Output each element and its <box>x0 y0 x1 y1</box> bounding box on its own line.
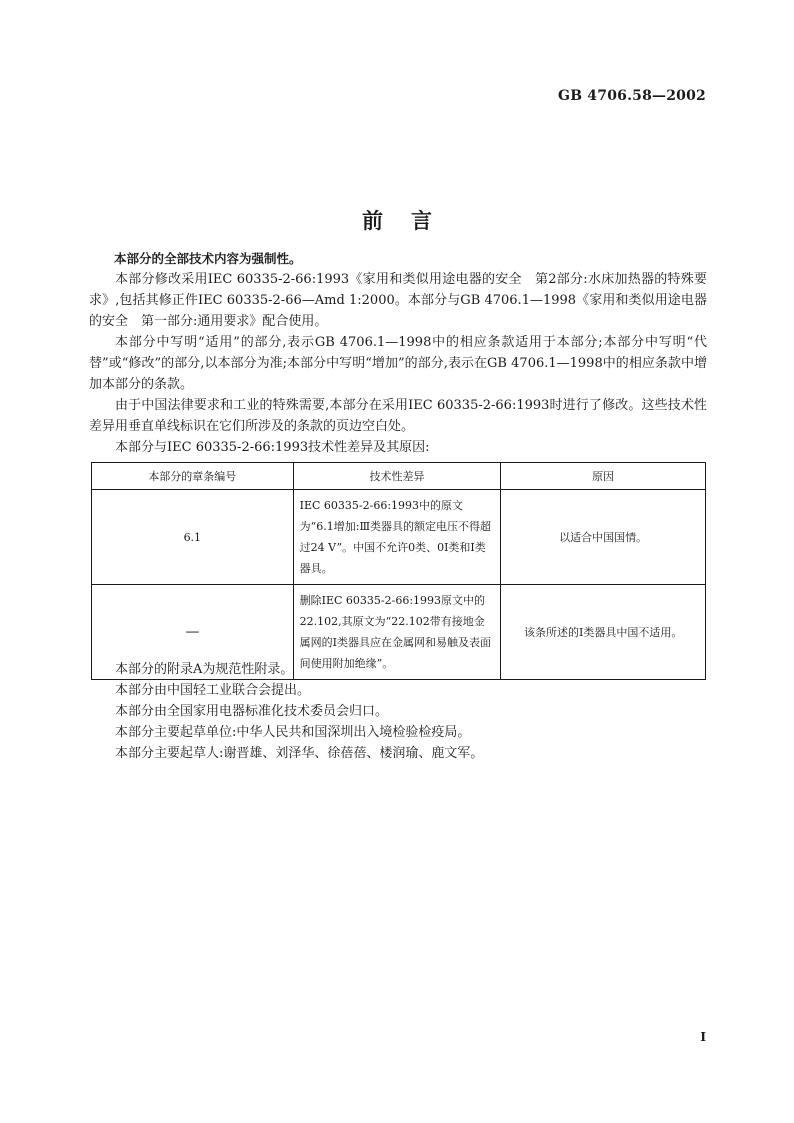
annex-statement: 本部分的附录A为规范性附录。 <box>115 662 294 677</box>
difference-cell: IEC 60335-2-66:1993中的原文为“6.1增加:Ⅲ类器具的额定电压不得超过24 V”。中国不允许0类、0Ⅰ类和Ⅰ类器具。 <box>293 490 501 585</box>
standard-code: GB 4706.58—2002 <box>558 88 706 104</box>
clause-cell: 6.1 <box>92 490 294 585</box>
mandatory-statement: 本部分的全部技术内容为强制性。 <box>114 251 302 266</box>
closing-statements <box>89 659 707 764</box>
table-intro-paragraph: 本部分与IEC 60335-2-66:1993技术性差异及其原因: <box>115 440 430 455</box>
foreword-body <box>89 248 707 458</box>
applicability-paragraph: 本部分中写明“适用”的部分,表示GB 4706.1—1998中的相应条款适用于本部分;本部分中写明“代替”或“修改”的部分,以本部分为准;本部分中写明“增加”的部分,表示在GB 4706.1—1998中的相应条款中增加本部分的条款。 <box>89 335 707 392</box>
drafting-unit-statement: 本部分主要起草单位:中华人民共和国深圳出入境检验检疫局。 <box>115 725 471 740</box>
header-reason: 原因 <box>501 463 706 490</box>
committee-statement: 本部分由全国家用电器标准化技术委员会归口。 <box>115 704 389 719</box>
reason-cell: 该条所述的Ⅰ类器具中国不适用。 <box>501 585 706 680</box>
page-title: 前言 <box>362 209 460 233</box>
page-number: Ⅰ <box>700 1030 706 1044</box>
proposer-statement: 本部分由中国轻工业联合会提出。 <box>115 683 311 698</box>
clause-cell: — <box>92 585 294 680</box>
table-header-row <box>92 463 706 490</box>
difference-cell: 删除IEC 60335-2-66:1993原文中的22.102,其原文为“22.102带有接地金属网的Ⅰ类器具应在金属网和易触及表面间使用附加绝缘”。 <box>293 585 501 680</box>
table-row <box>92 490 706 585</box>
header-clause-number: 本部分的章条编号 <box>92 463 294 490</box>
modification-paragraph: 由于中国法律要求和工业的特殊需要,本部分在采用IEC 60335-2-66:1993时进行了修改。这些技术性差异用垂直单线标识在它们所涉及的条款的页边空白处。 <box>89 398 707 434</box>
technical-differences-table <box>91 462 706 680</box>
header-technical-difference: 技术性差异 <box>293 463 501 490</box>
reason-cell: 以适合中国国情。 <box>501 490 706 585</box>
adoption-paragraph: 本部分修改采用IEC 60335-2-66:1993《家用和类似用途电器的安全 第2部分:水床加热器的特殊要求》,包括其修正件IEC 60335-2-66—Amd 1:2000。本部分与GB 4706.1—1998《家用和类似用途电器的安全 第一部分:通用要求》配合使用。 <box>89 272 707 329</box>
drafters-statement: 本部分主要起草人:谢晋雄、刘泽华、徐蓓蓓、楼润瑜、鹿文军。 <box>115 746 484 761</box>
